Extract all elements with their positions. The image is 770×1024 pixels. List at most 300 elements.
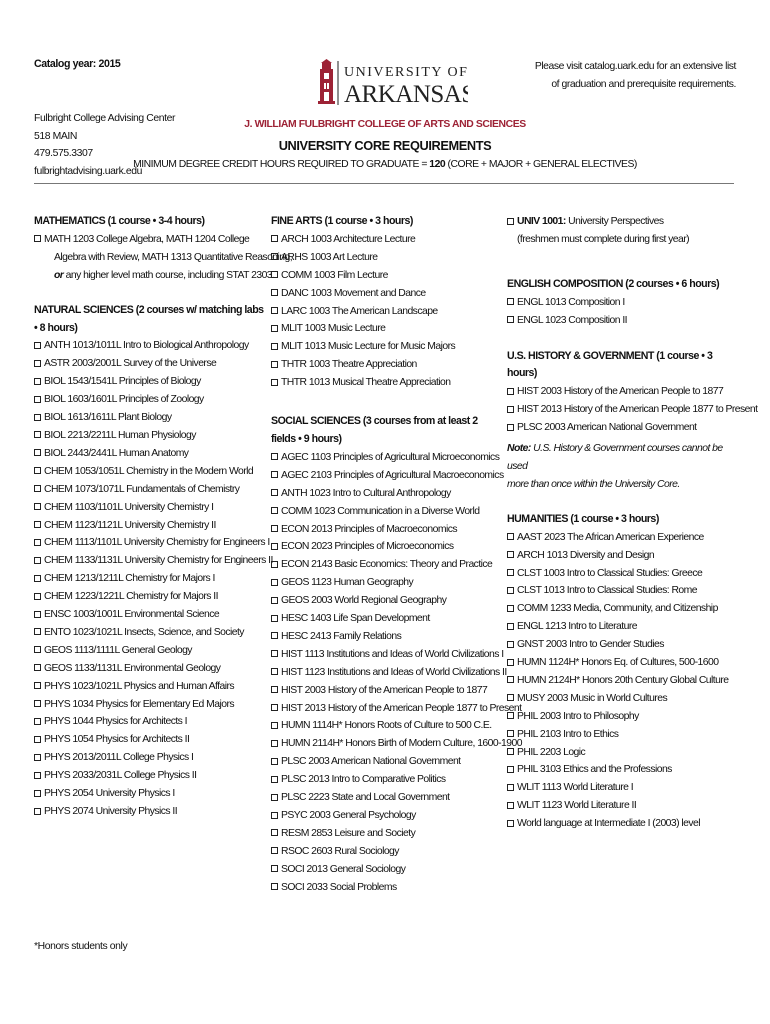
checkbox-icon[interactable] bbox=[34, 414, 41, 421]
course-label: GEOS 2003 World Regional Geography bbox=[281, 595, 447, 607]
checkbox-icon[interactable] bbox=[34, 664, 41, 671]
checkbox-icon[interactable] bbox=[271, 794, 278, 801]
course-label: PHIL 2103 Intro to Ethics bbox=[517, 728, 619, 740]
list-item[interactable] bbox=[34, 552, 273, 570]
column-left bbox=[34, 213, 293, 821]
course-label: ENGL 1023 Composition II bbox=[517, 314, 628, 326]
checkbox-icon[interactable] bbox=[507, 388, 514, 395]
course-label: CHEM 1213/1211L Chemistry for Majors I bbox=[44, 573, 215, 585]
course-label: HIST 2003 History of the American People to 1877 bbox=[281, 684, 488, 696]
checkbox-icon[interactable] bbox=[271, 597, 278, 604]
list-item[interactable] bbox=[507, 708, 737, 726]
humanities-heading: HUMANITIES (1 course • 3 hours) bbox=[507, 512, 659, 525]
math-line-3-text: any higher level math course, including STAT 2303. bbox=[63, 269, 275, 281]
list-item[interactable] bbox=[271, 231, 503, 249]
list-item[interactable] bbox=[34, 373, 264, 391]
univ-code: UNIV 1001: bbox=[517, 216, 566, 227]
list-item[interactable] bbox=[34, 355, 264, 373]
list-item[interactable] bbox=[507, 761, 737, 779]
checkbox-icon[interactable] bbox=[34, 449, 41, 456]
english-heading: ENGLISH COMPOSITION (2 courses • 6 hours) bbox=[507, 277, 720, 290]
checkbox-icon[interactable] bbox=[34, 790, 41, 797]
list-item[interactable] bbox=[507, 529, 737, 547]
note-line-2: more than once within the University Core. bbox=[507, 478, 680, 490]
checkbox-icon[interactable] bbox=[271, 650, 278, 657]
header-divider bbox=[34, 183, 734, 184]
list-item[interactable] bbox=[271, 753, 503, 771]
checkbox-icon[interactable] bbox=[507, 820, 514, 827]
list-item[interactable] bbox=[507, 582, 737, 600]
course-label: COMM 1233 Media, Community, and Citizenship bbox=[517, 603, 718, 615]
course-label: PLSC 2223 State and Local Government bbox=[281, 792, 450, 804]
list-item[interactable] bbox=[271, 717, 503, 735]
checkbox-icon[interactable] bbox=[271, 471, 278, 478]
list-item[interactable] bbox=[271, 861, 503, 879]
list-item[interactable] bbox=[507, 312, 737, 330]
checkbox-icon[interactable] bbox=[34, 396, 41, 403]
list-item[interactable] bbox=[271, 538, 503, 556]
course-label: SOCI 2013 General Sociology bbox=[281, 863, 406, 875]
advising-website: fulbrightadvising.uark.edu bbox=[34, 165, 143, 177]
list-item[interactable] bbox=[271, 592, 503, 610]
univ-perspectives-row[interactable] bbox=[507, 213, 737, 231]
course-label: PHIL 2003 Intro to Philosophy bbox=[517, 710, 639, 722]
list-item[interactable] bbox=[271, 825, 503, 843]
minimum-credit-hours bbox=[0, 159, 770, 170]
spacer bbox=[507, 249, 737, 276]
course-label: ENGL 1213 Intro to Literature bbox=[517, 621, 637, 633]
course-label: HIST 2013 History of the American People 1877 to Present bbox=[281, 702, 522, 714]
old-main-tower-icon bbox=[318, 59, 468, 109]
course-label: LARC 1003 The American Landscape bbox=[281, 305, 438, 317]
checkbox-icon[interactable] bbox=[34, 485, 41, 492]
checkbox-icon[interactable] bbox=[507, 298, 514, 305]
course-label: PHYS 2054 University Physics I bbox=[44, 788, 175, 800]
course-label: CLST 1003 Intro to Classical Studies: Greece bbox=[517, 567, 703, 579]
list-item[interactable] bbox=[507, 815, 737, 833]
advising-center-name: Fulbright College Advising Center bbox=[34, 113, 176, 124]
logo-arkansas: ARKANSAS bbox=[344, 81, 468, 108]
list-item[interactable] bbox=[271, 267, 503, 285]
course-label: GEOS 1133/1131L Environmental Geology bbox=[44, 662, 221, 674]
checkbox-icon[interactable] bbox=[271, 829, 278, 836]
math-line-2: Algebra with Review, MATH 1313 Quantitative Reasoning, bbox=[54, 251, 293, 263]
checkbox-icon[interactable] bbox=[271, 525, 278, 532]
checkbox-icon[interactable] bbox=[271, 883, 278, 890]
visit-note-line-1: Please visit catalog.uark.edu for an extensive list bbox=[534, 61, 736, 72]
checkbox-icon[interactable] bbox=[34, 700, 41, 707]
course-label: ARHS 1003 Art Lecture bbox=[281, 251, 378, 263]
course-label: ANTH 1013/1011L Intro to Biological Anthropology bbox=[44, 340, 249, 352]
checkbox-icon[interactable] bbox=[271, 543, 278, 550]
checkbox-icon[interactable] bbox=[271, 307, 278, 314]
checkbox-icon[interactable] bbox=[271, 379, 278, 386]
humanities-list bbox=[507, 529, 737, 833]
list-item[interactable] bbox=[507, 726, 737, 744]
list-item[interactable] bbox=[507, 547, 737, 565]
course-label: ENTO 1023/1021L Insects, Science, and Society bbox=[44, 626, 244, 638]
course-label: ECON 2023 Principles of Microeconomics bbox=[281, 541, 454, 553]
list-item[interactable] bbox=[34, 678, 264, 696]
course-label: PHYS 1034 Physics for Elementary Ed Majors bbox=[44, 698, 234, 710]
checkbox-icon[interactable] bbox=[34, 736, 41, 743]
list-item[interactable] bbox=[34, 642, 264, 660]
checkbox-icon[interactable] bbox=[271, 325, 278, 332]
column-right bbox=[507, 213, 758, 833]
checkbox-icon[interactable] bbox=[507, 659, 514, 666]
list-item[interactable] bbox=[507, 383, 737, 401]
course-label: CHEM 1073/1071L Fundamentals of Chemistry bbox=[44, 483, 240, 495]
min-hours-prefix: MINIMUM DEGREE CREDIT HOURS REQUIRED TO GRADUATE = bbox=[133, 159, 430, 170]
course-label: BIOL 1613/1611L Plant Biology bbox=[44, 412, 172, 424]
course-label: PHYS 1023/1021L Physics and Human Affairs bbox=[44, 680, 235, 692]
course-label: WLIT 1123 World Literature II bbox=[517, 800, 637, 812]
checkbox-icon[interactable] bbox=[271, 489, 278, 496]
checkbox-icon[interactable] bbox=[34, 342, 41, 349]
course-label: PLSC 2003 American National Government bbox=[281, 756, 461, 768]
list-item[interactable] bbox=[507, 401, 758, 419]
course-label: CHEM 1223/1221L Chemistry for Majors II bbox=[44, 591, 218, 603]
course-label: GEOS 1113/1111L General Geology bbox=[44, 644, 192, 656]
checkbox-icon[interactable] bbox=[271, 289, 278, 296]
checkbox-icon[interactable] bbox=[507, 623, 514, 630]
list-item[interactable] bbox=[271, 646, 503, 664]
course-label: ARCH 1003 Architecture Lecture bbox=[281, 233, 416, 245]
checkbox-icon[interactable] bbox=[271, 740, 278, 747]
note-label: Note: bbox=[507, 443, 531, 455]
list-item[interactable] bbox=[271, 303, 503, 321]
checkbox-icon[interactable] bbox=[507, 551, 514, 558]
course-label: ECON 2013 Principles of Macroeconomics bbox=[281, 523, 458, 535]
spacer bbox=[34, 285, 264, 302]
list-item[interactable] bbox=[271, 789, 503, 807]
course-label: ECON 2143 Basic Economics: Theory and Practice bbox=[281, 559, 493, 571]
list-item[interactable] bbox=[507, 419, 737, 437]
course-label: RSOC 2603 Rural Sociology bbox=[281, 845, 399, 857]
checkbox-icon[interactable] bbox=[271, 579, 278, 586]
course-label: BIOL 1603/1601L Principles of Zoology bbox=[44, 394, 204, 406]
checkbox-icon[interactable] bbox=[271, 453, 278, 460]
honors-footnote: *Honors students only bbox=[34, 941, 128, 952]
course-label: RESM 2853 Leisure and Society bbox=[281, 827, 416, 839]
page-title: UNIVERSITY CORE REQUIREMENTS bbox=[278, 138, 492, 153]
course-label: GNST 2003 Intro to Gender Studies bbox=[517, 639, 664, 651]
checkbox-icon[interactable] bbox=[271, 847, 278, 854]
checkbox-icon[interactable] bbox=[271, 776, 278, 783]
min-hours-suffix: (CORE + MAJOR + GENERAL ELECTIVES) bbox=[445, 159, 637, 170]
list-item[interactable] bbox=[34, 337, 264, 355]
math-line-1: MATH 1203 College Algebra, MATH 1204 College bbox=[44, 233, 250, 245]
course-label: COMM 1003 Film Lecture bbox=[281, 269, 388, 281]
checkbox-icon[interactable] bbox=[34, 808, 41, 815]
min-hours-number: 120 bbox=[429, 159, 446, 170]
list-item[interactable] bbox=[271, 356, 503, 374]
list-item[interactable] bbox=[507, 779, 737, 797]
checkbox-icon[interactable] bbox=[507, 712, 514, 719]
math-option-line[interactable] bbox=[34, 231, 264, 249]
checkbox-icon[interactable] bbox=[34, 503, 41, 510]
list-item[interactable] bbox=[34, 731, 264, 749]
list-item[interactable] bbox=[271, 843, 503, 861]
checkbox-icon[interactable] bbox=[507, 748, 514, 755]
list-item[interactable] bbox=[34, 481, 264, 499]
logo-university-of: UNIVERSITY OF bbox=[344, 65, 468, 80]
checkbox-icon[interactable] bbox=[507, 587, 514, 594]
course-label: PHIL 3103 Ethics and the Professions bbox=[517, 764, 672, 776]
natural-sciences-list bbox=[34, 337, 273, 820]
checkbox-icon[interactable] bbox=[507, 730, 514, 737]
list-item[interactable] bbox=[507, 636, 737, 654]
spacer bbox=[507, 494, 737, 511]
list-item[interactable] bbox=[507, 600, 737, 618]
list-item[interactable] bbox=[34, 785, 264, 803]
list-item[interactable] bbox=[34, 445, 264, 463]
course-label: PHYS 2033/2031L College Physics II bbox=[44, 770, 197, 782]
course-label: HESC 2413 Family Relations bbox=[281, 630, 402, 642]
course-label: BIOL 1543/1541L Principles of Biology bbox=[44, 376, 201, 388]
course-label: MUSY 2003 Music in World Cultures bbox=[517, 692, 668, 704]
course-label: HUMN 2124H* Honors 20th Century Global Culture bbox=[517, 674, 729, 686]
university-logo bbox=[318, 59, 468, 109]
course-label: HIST 2003 History of the American People to 1877 bbox=[517, 386, 724, 398]
list-item[interactable] bbox=[271, 521, 503, 539]
checkbox-icon[interactable] bbox=[507, 316, 514, 323]
list-item[interactable] bbox=[271, 320, 503, 338]
list-item[interactable] bbox=[507, 797, 737, 815]
checkbox-icon[interactable] bbox=[507, 569, 514, 576]
course-label: PSYC 2003 General Psychology bbox=[281, 810, 416, 821]
math-or-word: or bbox=[54, 269, 64, 281]
natural-sciences-heading: NATURAL SCIENCES (2 courses w/ matching labs • 8 hours) bbox=[34, 303, 264, 334]
course-label: PHYS 1054 Physics for Architects II bbox=[44, 734, 190, 746]
social-sciences-list bbox=[271, 449, 522, 897]
course-label: PLSC 2013 Intro to Comparative Politics bbox=[281, 774, 446, 786]
list-item[interactable] bbox=[271, 807, 503, 825]
list-item[interactable] bbox=[34, 606, 264, 624]
course-label: ENGL 1013 Composition I bbox=[517, 296, 625, 308]
course-label: HESC 1403 Life Span Development bbox=[281, 613, 430, 625]
checkbox-icon[interactable] bbox=[271, 812, 278, 819]
checkbox-icon[interactable] bbox=[507, 694, 514, 701]
course-label: MLIT 1013 Music Lecture for Music Majors bbox=[281, 341, 456, 353]
list-item[interactable] bbox=[34, 713, 264, 731]
checkbox-icon[interactable] bbox=[271, 507, 278, 514]
list-item[interactable] bbox=[34, 391, 264, 409]
list-item[interactable] bbox=[507, 690, 737, 708]
list-item[interactable] bbox=[271, 338, 503, 356]
checkbox-icon[interactable] bbox=[507, 641, 514, 648]
checkbox-icon[interactable] bbox=[507, 766, 514, 773]
list-item[interactable] bbox=[507, 654, 737, 672]
checkbox-icon[interactable] bbox=[271, 722, 278, 729]
checkbox-icon[interactable] bbox=[34, 772, 41, 779]
checkbox-icon[interactable] bbox=[34, 360, 41, 367]
list-item[interactable] bbox=[34, 749, 264, 767]
list-item[interactable] bbox=[34, 499, 264, 517]
list-item[interactable] bbox=[34, 803, 264, 821]
list-item[interactable] bbox=[271, 574, 503, 592]
catalog-year: Catalog year: 2015 bbox=[34, 58, 121, 70]
checkbox-icon[interactable] bbox=[34, 754, 41, 761]
course-label: WLIT 1113 World Literature I bbox=[517, 782, 634, 794]
list-item[interactable] bbox=[271, 503, 503, 521]
list-item[interactable] bbox=[271, 879, 503, 897]
list-item[interactable] bbox=[34, 570, 264, 588]
list-item[interactable] bbox=[34, 463, 264, 481]
course-label: CHEM 1053/1051L Chemistry in the Modern World bbox=[44, 465, 254, 477]
list-item[interactable] bbox=[507, 294, 737, 312]
checkbox-icon[interactable] bbox=[34, 575, 41, 582]
advising-address: 518 MAIN bbox=[34, 130, 77, 142]
checkbox-icon[interactable] bbox=[271, 361, 278, 368]
list-item[interactable] bbox=[34, 696, 264, 714]
course-label: ARCH 1013 Diversity and Design bbox=[517, 549, 655, 561]
list-item[interactable] bbox=[34, 427, 264, 445]
list-item[interactable] bbox=[271, 771, 503, 789]
list-item[interactable] bbox=[271, 467, 503, 485]
univ-note: (freshmen must complete during first year) bbox=[517, 233, 690, 245]
checkbox-icon[interactable] bbox=[271, 668, 278, 675]
checkbox-icon[interactable] bbox=[271, 235, 278, 242]
course-label: AAST 2023 The African American Experience bbox=[517, 531, 704, 543]
course-label: HIST 2013 History of the American People 1877 to Present bbox=[517, 404, 758, 416]
checkbox-icon[interactable] bbox=[34, 593, 41, 600]
math-line-3 bbox=[34, 267, 275, 285]
course-label: PHYS 1044 Physics for Architects I bbox=[44, 716, 187, 728]
course-label: ANTH 1023 Intro to Cultural Anthropology bbox=[281, 487, 451, 499]
list-item[interactable] bbox=[271, 249, 503, 267]
list-item[interactable] bbox=[507, 565, 737, 583]
note-line-1: U.S. History & Government courses cannot be used bbox=[507, 443, 723, 472]
course-label: CLST 1013 Intro to Classical Studies: Rome bbox=[517, 585, 697, 597]
checkbox-icon[interactable] bbox=[271, 758, 278, 765]
checkbox-icon[interactable] bbox=[507, 784, 514, 791]
course-label: AGEC 1103 Principles of Agricultural Microeconomics bbox=[281, 451, 500, 463]
list-item[interactable] bbox=[271, 485, 503, 503]
course-label: THTR 1013 Musical Theatre Appreciation bbox=[281, 377, 451, 389]
course-label: GEOS 1123 Human Geography bbox=[281, 577, 414, 589]
list-item[interactable] bbox=[507, 618, 737, 636]
course-label: HUMN 1124H* Honors Eq. of Cultures, 500-1600 bbox=[517, 657, 719, 669]
list-item[interactable] bbox=[34, 517, 264, 535]
checkbox-icon[interactable] bbox=[271, 615, 278, 622]
advising-phone: 479.575.3307 bbox=[34, 148, 93, 159]
checkbox-icon[interactable] bbox=[34, 235, 41, 242]
checkbox-icon[interactable] bbox=[507, 605, 514, 612]
course-label: CHEM 1113/1101L University Chemistry for Engineers I bbox=[44, 537, 270, 549]
course-label: AGEC 2103 Principles of Agricultural Macroeconomics bbox=[281, 469, 504, 481]
course-label: PLSC 2003 American National Government bbox=[517, 422, 697, 434]
list-item[interactable] bbox=[34, 660, 264, 678]
list-item[interactable] bbox=[34, 624, 264, 642]
catalog-visit-note bbox=[535, 58, 736, 93]
checkbox-icon[interactable] bbox=[507, 533, 514, 540]
fine-arts-heading: FINE ARTS (1 course • 3 hours) bbox=[271, 215, 413, 227]
checkbox-icon[interactable] bbox=[271, 686, 278, 693]
checkbox-icon[interactable] bbox=[507, 676, 514, 683]
course-label: HUMN 2114H* Honors Birth of Modern Culture, 1600-1900 bbox=[281, 738, 522, 750]
list-item[interactable] bbox=[271, 449, 503, 467]
univ-title: University Perspectives bbox=[565, 216, 664, 227]
list-item[interactable] bbox=[271, 285, 503, 303]
course-label: BIOL 2443/2441L Human Anatomy bbox=[44, 447, 189, 459]
us-history-heading: U.S. HISTORY & GOVERNMENT (1 course • 3 hours) bbox=[507, 349, 713, 380]
checkbox-icon[interactable] bbox=[507, 424, 514, 431]
list-item[interactable] bbox=[507, 744, 737, 762]
checkbox-icon[interactable] bbox=[507, 406, 514, 413]
course-label: SOCI 2033 Social Problems bbox=[281, 881, 397, 893]
list-item[interactable] bbox=[34, 767, 264, 785]
checkbox-icon[interactable] bbox=[271, 865, 278, 872]
course-label: PHYS 2013/2011L College Physics I bbox=[44, 752, 194, 764]
checkbox-icon[interactable] bbox=[34, 431, 41, 438]
checkbox-icon[interactable] bbox=[34, 467, 41, 474]
course-label: ENSC 1003/1001L Environmental Science bbox=[44, 609, 220, 621]
math-heading: MATHEMATICS (1 course • 3-4 hours) bbox=[34, 215, 205, 227]
checkbox-icon[interactable] bbox=[271, 704, 278, 711]
college-name: J. WILLIAM FULBRIGHT COLLEGE OF ARTS AND SCIENCES bbox=[244, 119, 526, 130]
checkbox-icon[interactable] bbox=[34, 682, 41, 689]
spacer bbox=[271, 392, 503, 413]
checkbox-icon[interactable] bbox=[507, 802, 514, 809]
checkbox-icon[interactable] bbox=[34, 718, 41, 725]
course-label: THTR 1003 Theatre Appreciation bbox=[281, 359, 417, 371]
checkbox-icon[interactable] bbox=[34, 378, 41, 385]
list-item[interactable] bbox=[271, 664, 507, 682]
visit-note-line-2: of graduation and prerequisite requirements. bbox=[551, 78, 736, 90]
checkbox-icon[interactable] bbox=[34, 646, 41, 653]
course-label: COMM 1023 Communication in a Diverse World bbox=[281, 505, 480, 517]
list-item[interactable] bbox=[271, 556, 503, 574]
course-label: HIST 1113 Institutions and Ideas of World Civilizations I bbox=[281, 648, 504, 660]
list-item[interactable] bbox=[271, 628, 503, 646]
checkbox-icon[interactable] bbox=[34, 521, 41, 528]
list-item[interactable] bbox=[34, 588, 264, 606]
checkbox-icon[interactable] bbox=[271, 561, 278, 568]
spacer bbox=[507, 330, 737, 348]
checkbox-icon[interactable] bbox=[271, 271, 278, 278]
course-label: BIOL 2213/2211L Human Physiology bbox=[44, 429, 196, 441]
checkbox-icon[interactable] bbox=[34, 557, 41, 564]
checkbox-icon[interactable] bbox=[34, 628, 41, 635]
checkbox-icon[interactable] bbox=[34, 539, 41, 546]
checkbox-icon[interactable] bbox=[507, 218, 514, 225]
course-label: World language at Intermediate I (2003) level bbox=[517, 818, 700, 830]
checkbox-icon[interactable] bbox=[271, 632, 278, 639]
list-item[interactable] bbox=[34, 409, 264, 427]
checkbox-icon[interactable] bbox=[271, 253, 278, 260]
course-label: CHEM 1123/1121L University Chemistry II bbox=[44, 519, 216, 531]
course-label: PHIL 2203 Logic bbox=[517, 746, 586, 758]
list-item[interactable] bbox=[507, 672, 737, 690]
course-label: CHEM 1133/1131L University Chemistry for Engineers II bbox=[44, 555, 273, 567]
list-item[interactable] bbox=[271, 374, 503, 392]
checkbox-icon[interactable] bbox=[34, 611, 41, 618]
list-item[interactable] bbox=[271, 610, 503, 628]
course-label: MLIT 1003 Music Lecture bbox=[281, 323, 386, 335]
list-item[interactable] bbox=[271, 682, 503, 700]
checkbox-icon[interactable] bbox=[271, 343, 278, 350]
course-label: DANC 1003 Movement and Dance bbox=[281, 287, 426, 299]
course-label: ASTR 2003/2001L Survey of the Universe bbox=[44, 358, 217, 370]
list-item[interactable] bbox=[34, 534, 270, 552]
course-label: HUMN 1114H* Honors Roots of Culture to 500 C.E. bbox=[281, 720, 492, 732]
fine-arts-list bbox=[271, 231, 503, 392]
list-item[interactable] bbox=[271, 735, 522, 753]
social-sciences-heading: SOCIAL SCIENCES (3 courses from at least 2 fields • 9 hours) bbox=[271, 415, 478, 445]
list-item[interactable] bbox=[271, 700, 522, 718]
course-label: PHYS 2074 University Physics II bbox=[44, 806, 178, 817]
